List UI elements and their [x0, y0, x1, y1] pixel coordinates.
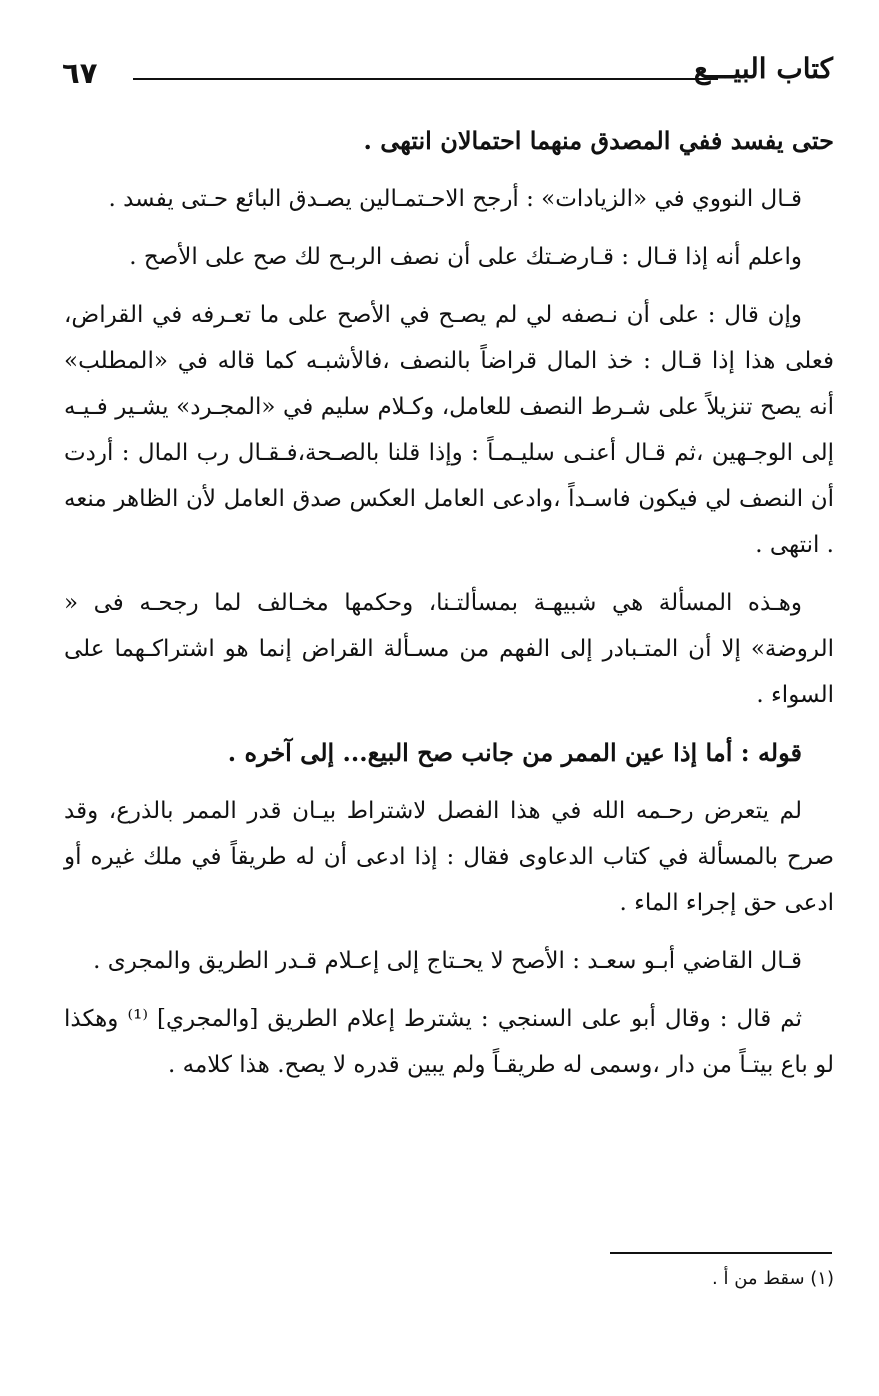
paragraph-4: وإن قال : على أن نـصفه لي لم يصـح في الأصح على ما تعـرفه في القراض، فعلى هذا إذا قـال : خذ المال قراضاً بالنصف ،فالأشبـه كما قاله في «المطلب» أنه يصح تنزيلاً على شـرط النصف للعامل، وكـلام سليم في «المجـرد» يشـير فـيـه إلى الوجـهين ،ثم قـال أعنـى سليـمـاً : وإذا قلنا بالصـحة،فـقـال رب المال : أردت أن النصف لي فيكون فاسـداً ،وادعى العامل العكس صدق العامل لأن الظاهر منعه . انتهى . — [64, 302, 834, 558]
footnote: (١) سقط من أ . — [712, 1268, 834, 1289]
paragraph-8: قـال القاضي أبـو سعـد : الأصح لا يحـتاج إلى إعـلام قـدر الطريق والمجرى . — [93, 948, 802, 974]
paragraph-1: حتى يفسد ففي المصدق منهما احتمالان انتهى . — [363, 126, 834, 155]
paragraph-5: وهـذه المسألة هي شبيهـة بمسألتـنا، وحكمها مخـالف لما رجحـه فى « الروضة» إلا أن المتـبادر إلى الفهم من مسـألة القراض إنما هو اشتراكـهما على السواء . — [64, 590, 834, 708]
paragraph-2: قـال النووي في «الزيادات» : أرجح الاحـتمـالين يصـدق البائع حـتى يفسد . — [108, 186, 802, 212]
footnote-rule — [610, 1252, 832, 1254]
section-heading: قوله : أما إذا عين الممر من جانب صح البيع... إلى آخره . — [227, 738, 802, 767]
main-text — [64, 118, 834, 1100]
header-rule — [133, 78, 718, 80]
paragraph-7: لم يتعرض رحـمه الله في هذا الفصل لاشتراط بيـان قدر الممر بالذرع، وقد صرح بالمسألة في كتاب الدعاوى فقال : إذا ادعى أن له طريقاً في ملك غيره أو ادعى حق إجراء الماء . — [64, 798, 834, 916]
page-number: ٦٧ — [62, 56, 98, 90]
paragraph-3: واعلم أنه إذا قـال : قـارضـتك على أن نصف الربـح لك صح على الأصح . — [129, 244, 802, 270]
page-header — [58, 50, 833, 100]
paragraph-9: ثم قال : وقال أبو على السنجي : يشترط إعلام الطريق [والمجري] ⁽¹⁾ وهكذا لو باع بيتـاً من دار ،وسمى له طريقـاً ولم يبين قدره لا يصح. هذا كلامه . — [64, 1006, 834, 1078]
running-title: كتاب البيـــع — [693, 52, 833, 85]
